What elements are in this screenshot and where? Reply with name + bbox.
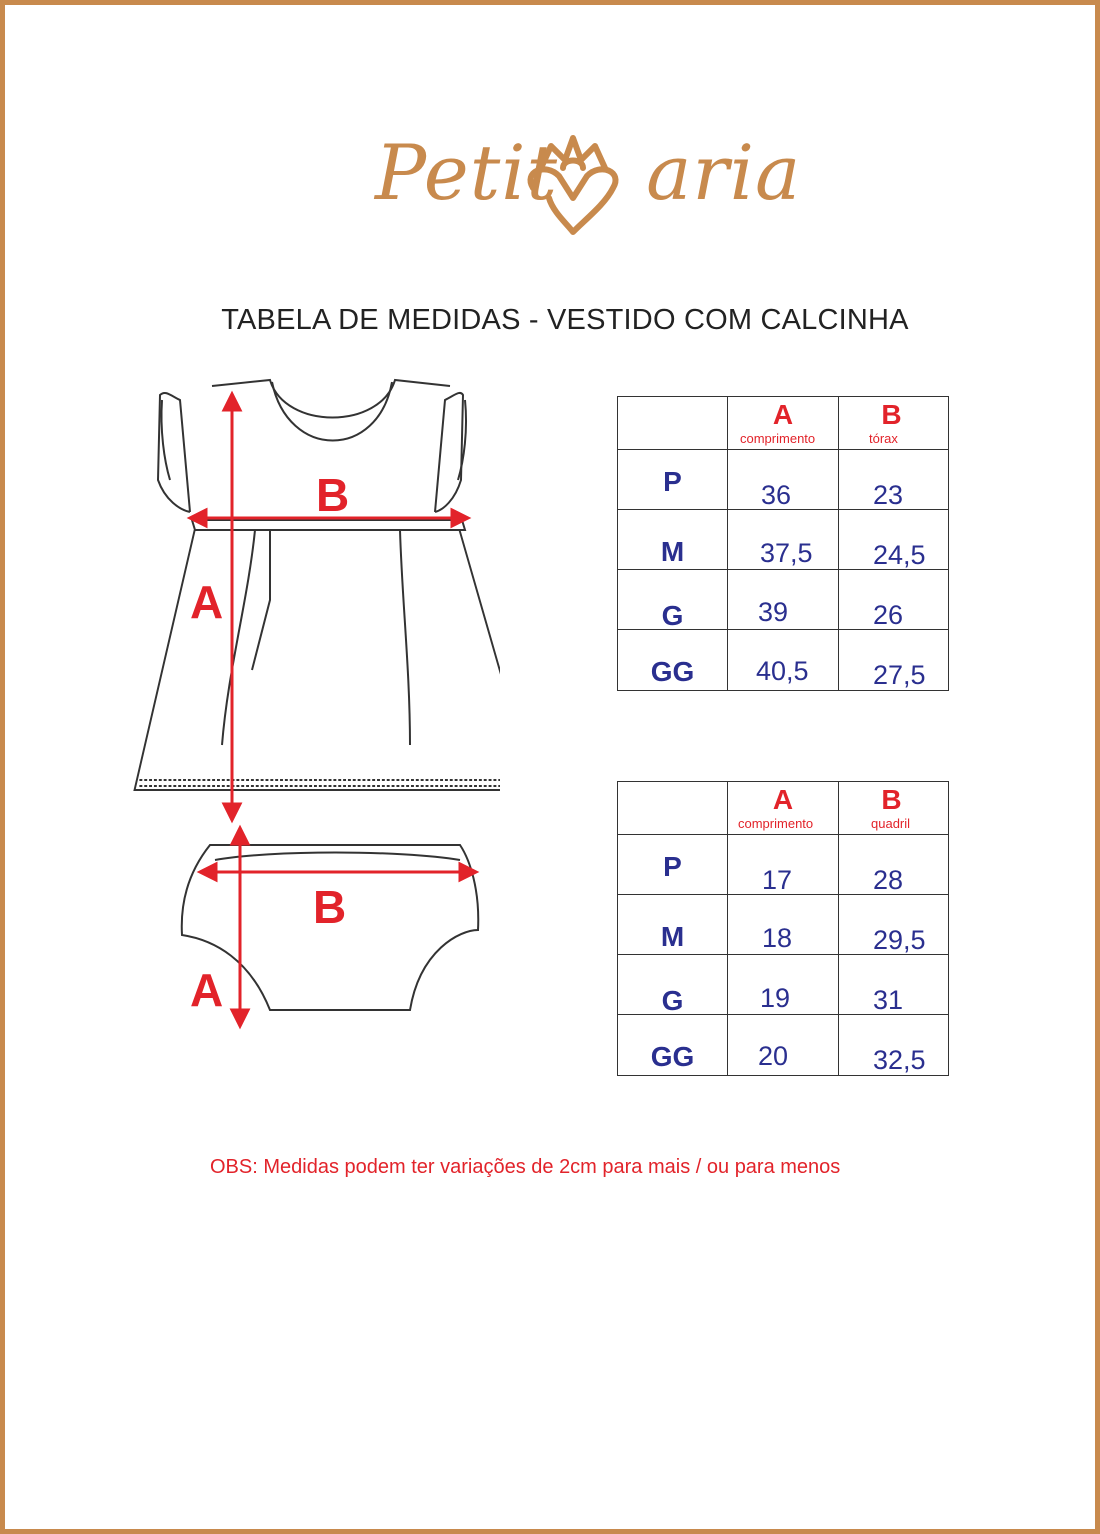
table-corner xyxy=(618,397,728,450)
brand-text: Petit aria xyxy=(375,128,802,217)
measurement-note: OBS: Medidas podem ter variações de 2cm para mais / ou para menos xyxy=(210,1156,841,1178)
col-header-b: B tórax xyxy=(839,397,949,450)
page-title: TABELA DE MEDIDAS - VESTIDO COM CALCINHA xyxy=(221,304,909,336)
table-row: G 19 31 xyxy=(618,955,949,1015)
table-row: P 36 23 xyxy=(618,450,949,510)
garment-diagram xyxy=(120,370,500,1060)
table-row: GG 20 32,5 xyxy=(618,1015,949,1076)
dress-label-a: A xyxy=(190,576,224,628)
table-row: M 37,5 24,5 xyxy=(618,510,949,570)
table-row: M 18 29,5 xyxy=(618,895,949,955)
panty-size-table xyxy=(617,781,949,1076)
table-row: GG 40,5 27,5 xyxy=(618,630,949,691)
col-header-a: A comprimento xyxy=(728,397,839,450)
table-row: G 39 26 xyxy=(618,570,949,630)
crown-heart-icon xyxy=(523,128,623,243)
dress-label-b: B xyxy=(316,469,350,521)
col-header-a: A comprimento xyxy=(728,782,839,835)
panty-label-a: A xyxy=(190,964,224,1016)
table-row: P 17 28 xyxy=(618,835,949,895)
dress-size-table xyxy=(617,396,949,691)
table-corner xyxy=(618,782,728,835)
brand-logo xyxy=(375,128,802,243)
col-header-b: B quadril xyxy=(839,782,949,835)
panty-label-b: B xyxy=(313,881,347,933)
